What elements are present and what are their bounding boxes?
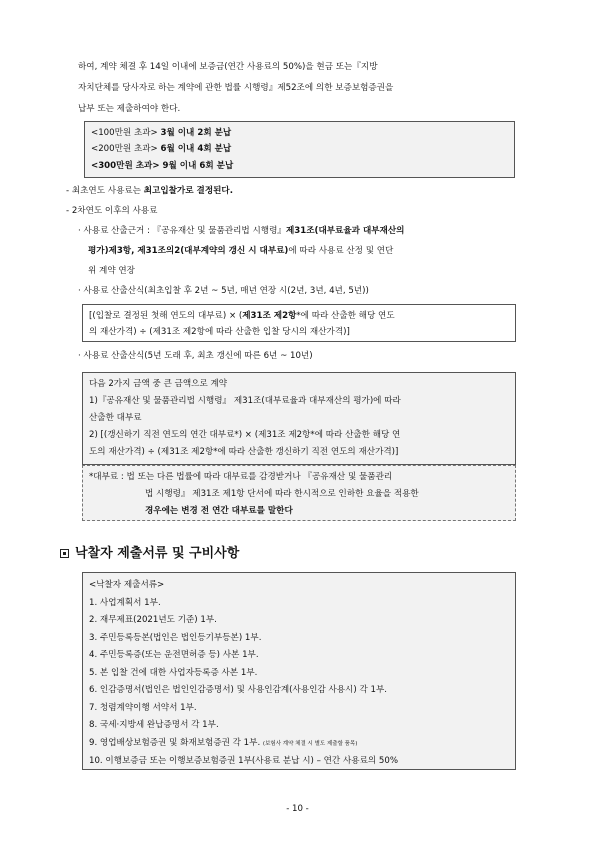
installment-box	[84, 121, 515, 178]
bullet-first-year: - 최초연도 사용료는 최고입찰가로 결정된다.	[66, 186, 233, 196]
renewal-title: · 사용료 산출산식(5년 도래 후, 최초 갱신에 따른 6년 ~ 10년)	[78, 351, 313, 361]
renewal-row: 도의 재산가격) ÷ (제31조 제2항*에 따라 산출한 갱신하기 직전 연도의 재산가격)]	[89, 447, 399, 457]
note-row: *대부료 : 법 또는 다른 법률에 따라 대부료를 감경받거나 『공유재산 및 물품관리	[89, 472, 393, 482]
list-item: 9. 영업배상보험증권 및 화재보험증권 각 1부. (보험사 계약 체결 시 별도 제출할 품목)	[89, 737, 358, 748]
list-item: 2. 재무제표(2021년도 기준) 1부.	[89, 615, 217, 625]
list-item: 5. 본 입찰 건에 대한 사업자등록증 사본 1부.	[89, 667, 258, 678]
list-item: 8. 국세·지방세 완납증명서 각 1부.	[89, 720, 219, 730]
intro-line-2: 자치단체를 당사자로 하는 계약에 관한 법률 시행령』제52조에 의한 보증보험증권을	[78, 83, 394, 93]
formula-title: · 사용료 산출산식(최초입찰 후 2년 ~ 5년, 매년 연장 시(2년, 3년, 4년, 5년))	[78, 286, 369, 296]
list-item: 7. 청렴계약이행 서약서 1부.	[89, 702, 197, 713]
installment-row: <200만원 초과> 6월 이내 4회 분납	[91, 144, 232, 154]
page-number: - 10 -	[286, 804, 309, 814]
documents-box	[82, 572, 516, 770]
basis-line-2: 평가)제3항, 제31조의2(대부계약의 갱신 시 대부료)에 따라 사용료 산정 및 연단	[88, 246, 394, 256]
formula-row: 의 재산가격) ÷ (제31조 제2항에 따라 산출한 입찰 당시의 재산가격)]	[89, 327, 350, 337]
basis-line-1: · 사용료 산출근거 : 『공유재산 및 물품관리법 시행령』제31조(대부료율과 대부재산의	[78, 226, 405, 236]
list-item: 1. 사업계획서 1부.	[89, 597, 161, 608]
renewal-row: 산출한 대부료	[89, 413, 142, 423]
renewal-row: 1)『공유재산 및 물품관리법 시행령』 제31조(대부료율과 대부재산의 평가)에 따라	[89, 396, 401, 406]
section-title: 낙찰자 제출서류 및 구비사항	[75, 546, 240, 561]
formula-box	[82, 304, 516, 342]
docs-header: <낙찰자 제출서류>	[89, 580, 165, 590]
note-box	[82, 465, 516, 521]
intro-line-3: 납부 또는 제출하여야 한다.	[78, 104, 181, 114]
list-item: 6. 인감증명서(법인은 법인인감증명서) 및 사용인감계(사용인감 사용시) 각 1부.	[89, 685, 387, 695]
square-bullet-icon	[60, 549, 69, 558]
docs-9-note: (보험사 계약 체결 시 별도 제출할 품목)	[262, 740, 358, 747]
note-row: 경우에는 변경 전 연간 대부료를 말한다	[145, 506, 293, 516]
list-item: 10. 이행보증금 또는 이행보증보험증권 1부(사용료 분납 시) – 연간 사용료의 50%	[89, 756, 398, 766]
renewal-row: 2) [(갱신하기 직전 연도의 연간 대부료*) × (제31조 제2항*에 따라 산출한 해당 연	[89, 430, 401, 440]
intro-line-1: 하여, 계약 체결 후 14일 이내에 보증금(연간 사용료의 50%)을 현금 또는『지방	[78, 62, 378, 72]
section-heading	[60, 546, 239, 563]
formula-row: [(입찰로 결정된 첫해 연도의 대부료) × (제31조 제2항*에 따라 산출한 해당 연도	[89, 311, 395, 321]
renewal-box	[82, 372, 516, 465]
renewal-row: 다음 2가지 금액 중 큰 금액으로 계약	[89, 379, 228, 389]
list-item: 4. 주민등록증(또는 운전면허증 등) 사본 1부.	[89, 650, 259, 660]
installment-row: <100만원 초과> 3월 이내 2회 분납	[91, 128, 232, 138]
note-row: 법 시행령』 제31조 제1항 단서에 따라 한시적으로 인하한 요율을 적용한	[145, 489, 419, 499]
basis-line-3: 위 계약 연장	[88, 266, 135, 276]
installment-row: <300만원 초과> 9월 이내 6회 분납	[91, 161, 234, 171]
bullet-second-year: - 2차연도 이후의 사용료	[66, 206, 158, 216]
list-item: 3. 주민등록등본(법인은 법인등기부등본) 1부.	[89, 632, 262, 643]
